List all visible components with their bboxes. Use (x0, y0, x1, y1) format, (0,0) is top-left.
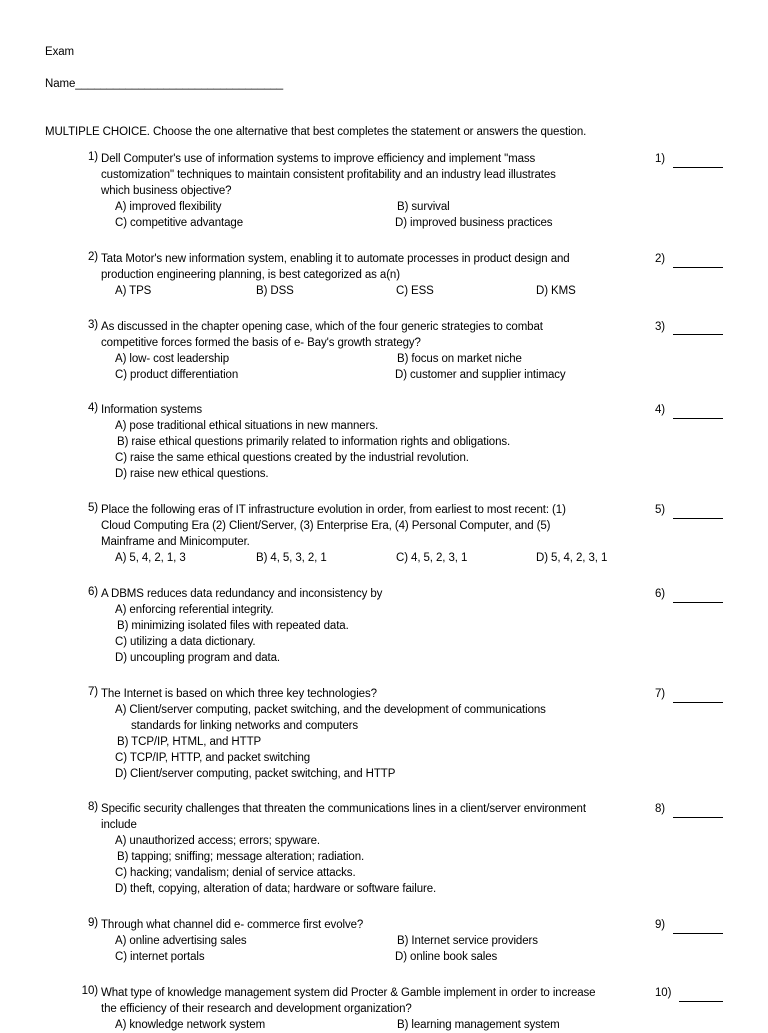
question-text: A DBMS reduces data redundancy and inconsistency by (101, 588, 383, 600)
option-c[interactable]: C) internet portals (115, 951, 205, 963)
option-b[interactable]: B) learning management system (397, 1019, 560, 1031)
option-b[interactable]: B) tapping; sniffing; message alteration; radiation. (117, 851, 365, 863)
option-b[interactable]: B) focus on market niche (397, 353, 522, 365)
answer-number: 7) (655, 688, 666, 700)
option-d[interactable]: D) online book sales (395, 951, 498, 963)
option-a[interactable]: A) unauthorized access; errors; spyware. (115, 835, 321, 847)
instructions: MULTIPLE CHOICE. Choose the one alternative that best completes the statement or answers the question. (45, 126, 587, 138)
option-a[interactable]: A) pose traditional ethical situations in new manners. (115, 420, 379, 432)
answer-number: 1) (655, 153, 666, 165)
question-text: The Internet is based on which three key technologies? (101, 688, 377, 700)
option-c[interactable]: C) hacking; vandalism; denial of service attacks. (115, 867, 356, 879)
exam-title: Exam (45, 46, 74, 58)
question-number: 1) (87, 151, 98, 163)
answer-blank[interactable] (673, 167, 723, 168)
option-d[interactable]: D) customer and supplier intimacy (395, 369, 566, 381)
answer-number: 6) (655, 588, 666, 600)
option-b[interactable]: B) survival (397, 201, 450, 213)
option-c[interactable]: C) raise the same ethical questions created by the industrial revolution. (115, 452, 469, 464)
question-number: 4) (87, 402, 98, 414)
option-c[interactable]: C) TCP/IP, HTTP, and packet switching (115, 752, 311, 764)
answer-blank[interactable] (673, 267, 723, 268)
question-number: 7) (87, 686, 98, 698)
question-text: Tata Motor's new information system, enabling it to automate processes in product design and production engineering planning, is best categorized as a(n) (101, 253, 570, 281)
option-d[interactable]: D) uncoupling program and data. (115, 652, 281, 664)
answer-number: 2) (655, 253, 666, 265)
question-number: 2) (87, 251, 98, 263)
option-d[interactable]: D) theft, copying, alteration of data; hardware or software failure. (115, 883, 437, 895)
option-b[interactable]: B) minimizing isolated files with repeated data. (117, 620, 349, 632)
option-d[interactable]: D) Client/server computing, packet switching, and HTTP (115, 768, 396, 780)
option-a[interactable]: A) low- cost leadership (115, 353, 230, 365)
option-c[interactable]: C) product differentiation (115, 369, 239, 381)
answer-blank[interactable] (673, 702, 723, 703)
option-d[interactable]: D) KMS (536, 285, 576, 297)
answer-number: 10) (655, 987, 672, 999)
option-a[interactable]: A) knowledge network system (115, 1019, 266, 1031)
question-text: Place the following eras of IT infrastructure evolution in order, from earliest to most recent: (1) Cloud Computing Era (2) Client/Server, (3) Enterprise Era, (4) Personal Computer, and (5) Mainframe and Minicomputer. (101, 504, 566, 548)
question-text: Specific security challenges that threaten the communications lines in a client/server environment include (101, 803, 586, 831)
question-text: Dell Computer's use of information systems to improve efficiency and implement "mass customization" techniques to maintain consistent profitability and an industry lead illustrates which business objective? (101, 153, 556, 197)
question-number: 10) (81, 985, 98, 997)
option-b[interactable]: B) Internet service providers (397, 935, 538, 947)
question-text: Information systems (101, 404, 202, 416)
answer-blank[interactable] (673, 933, 723, 934)
answer-blank[interactable] (673, 334, 723, 335)
question-number: 6) (87, 586, 98, 598)
answer-blank[interactable] (673, 518, 723, 519)
option-a[interactable]: A) Client/server computing, packet switching, and the development of communications (115, 704, 546, 716)
answer-blank[interactable] (673, 418, 723, 419)
option-c[interactable]: C) 4, 5, 2, 3, 1 (396, 552, 468, 564)
question-text: Through what channel did e- commerce first evolve? (101, 919, 364, 931)
option-a[interactable]: A) enforcing referential integrity. (115, 604, 274, 616)
option-a[interactable]: A) 5, 4, 2, 1, 3 (115, 552, 186, 564)
option-d[interactable]: D) raise new ethical questions. (115, 468, 269, 480)
name-field[interactable]: Name_________________________________ (45, 78, 284, 90)
answer-blank[interactable] (673, 817, 723, 818)
option-b[interactable]: B) 4, 5, 3, 2, 1 (256, 552, 327, 564)
answer-number: 8) (655, 803, 666, 815)
question-number: 3) (87, 319, 98, 331)
question-number: 8) (87, 801, 98, 813)
option-a[interactable]: A) improved flexibility (115, 201, 222, 213)
option-d[interactable]: D) improved business practices (395, 217, 553, 229)
option-a[interactable]: A) online advertising sales (115, 935, 247, 947)
question-number: 5) (87, 502, 98, 514)
option-d[interactable]: D) 5, 4, 2, 3, 1 (536, 552, 608, 564)
option-a[interactable]: A) TPS (115, 285, 152, 297)
question-number: 9) (87, 917, 98, 929)
answer-number: 4) (655, 404, 666, 416)
question-text: What type of knowledge management system did Procter & Gamble implement in order to increase the efficiency of their research and development organization? (101, 987, 596, 1015)
answer-blank[interactable] (673, 602, 723, 603)
answer-number: 9) (655, 919, 666, 931)
question-text: As discussed in the chapter opening case, which of the four generic strategies to combat competitive forces formed the basis of e- Bay's growth strategy? (101, 321, 543, 349)
option-b[interactable]: B) TCP/IP, HTML, and HTTP (117, 736, 262, 748)
answer-blank[interactable] (679, 1001, 723, 1002)
answer-number: 3) (655, 321, 666, 333)
option-a-continued: standards for linking networks and computers (131, 720, 358, 732)
option-c[interactable]: C) ESS (396, 285, 434, 297)
option-c[interactable]: C) utilizing a data dictionary. (115, 636, 256, 648)
option-c[interactable]: C) competitive advantage (115, 217, 244, 229)
option-b[interactable]: B) raise ethical questions primarily related to information rights and obligations. (117, 436, 511, 448)
answer-number: 5) (655, 504, 666, 516)
option-b[interactable]: B) DSS (256, 285, 294, 297)
